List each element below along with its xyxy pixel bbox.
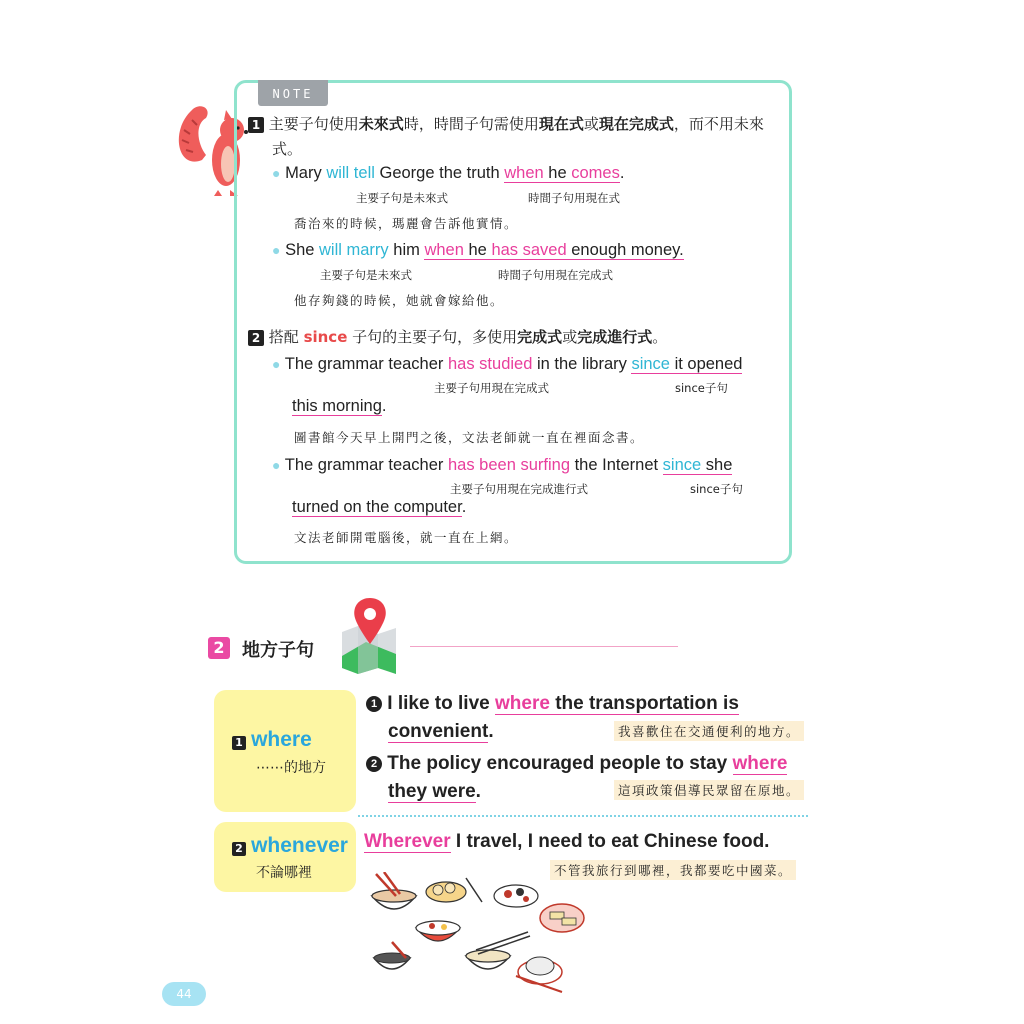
where-sentence-1-cont <box>388 721 494 743</box>
rule-bold: 未來式 <box>358 115 404 133</box>
keyword-number: 2 <box>232 842 246 856</box>
ex-keyword: where <box>732 753 788 774</box>
example-sentence-4-cont <box>292 498 466 517</box>
rule-bold: 現在式 <box>538 115 584 133</box>
ex-text: She <box>285 241 320 259</box>
ex-text: . <box>461 498 467 516</box>
rule-text: 主要子句使用 <box>268 115 359 133</box>
keyword-meaning: ⋯⋯的地方 <box>256 760 326 776</box>
ex-text: the Internet <box>570 456 663 474</box>
where-sentence-2-cont <box>388 781 481 803</box>
ex-text: . <box>488 721 494 742</box>
ex-main-verb: will marry <box>319 241 389 259</box>
bullet-icon: ● <box>272 356 281 372</box>
ex-conjunction: since <box>631 355 670 373</box>
rule-text: 搭配 <box>268 328 304 346</box>
rule-text: ，而不用未來 <box>673 115 764 133</box>
bullet-icon: ● <box>272 457 281 473</box>
ex-text: The grammar teacher <box>284 355 448 373</box>
ex-clause-verb: comes <box>571 164 620 182</box>
ex-text: Mary <box>285 164 327 182</box>
ex-keyword: where <box>495 693 550 714</box>
translation: 不管我旅行到哪裡，我都要吃中國菜。 <box>550 860 796 880</box>
rule-keyword: since <box>303 328 348 346</box>
section-title: 地方子句 <box>242 640 314 661</box>
annotation: 時間子句用現在式 <box>528 191 620 205</box>
note-tab: NOTE <box>258 80 328 106</box>
ex-text: this morning <box>292 397 382 415</box>
ex-text: . <box>381 397 387 415</box>
wherever-sentence <box>364 831 769 853</box>
rule-text: 時，時間子句需使用 <box>403 115 539 133</box>
keyword-meaning: 不論哪裡 <box>256 865 312 881</box>
translation: 我喜歡住在交通便利的地方。 <box>614 721 804 741</box>
ex-text: they were <box>388 781 476 802</box>
where-sentence-1 <box>366 693 739 715</box>
bullet-icon: ● <box>272 165 281 181</box>
translation: 喬治來的時候，瑪麗會告訴他實情。 <box>294 216 519 231</box>
rule-bold: 完成進行式 <box>577 328 653 346</box>
section-divider <box>410 646 678 647</box>
keyword: where <box>251 728 312 751</box>
ex-main-verb: has been surfing <box>448 456 571 474</box>
annotation: 時間子句用現在完成式 <box>498 268 613 282</box>
note-rule-2 <box>248 326 667 348</box>
rule-text: 。 <box>652 328 668 346</box>
where-sentence-2 <box>366 753 787 775</box>
ex-clause-verb: has saved <box>491 241 567 259</box>
ex-text: turned on the computer <box>292 498 462 516</box>
ex-text: enough money. <box>566 241 684 259</box>
keyword: whenever <box>251 834 348 857</box>
ex-text: The grammar teacher <box>284 456 448 474</box>
ex-text: it opened <box>669 355 743 373</box>
ex-text: he <box>463 241 492 259</box>
bullet-icon: ● <box>272 242 281 258</box>
note-rule-1-cont: 式。 <box>272 140 303 158</box>
rule-text: 子句的主要子句，多使用 <box>347 328 518 346</box>
ex-text: he <box>543 164 572 182</box>
rule-text: 或 <box>583 115 599 133</box>
map-pin-icon <box>338 596 400 676</box>
rule-number: 1 <box>248 117 264 133</box>
rule-bold: 現在完成式 <box>598 115 674 133</box>
ex-text: . <box>619 164 625 182</box>
translation: 圖書館今天早上開門之後，文法老師就一直在裡面念書。 <box>294 430 645 445</box>
translation: 這項政策倡導民眾留在原地。 <box>614 780 804 800</box>
keyword-label-where <box>232 728 312 752</box>
annotation: since子句 <box>675 381 728 395</box>
ex-text: I like to live <box>387 693 495 714</box>
annotation: since子句 <box>690 482 743 496</box>
annotation: 主要子句用現在完成進行式 <box>450 482 588 496</box>
ex-text: convenient <box>388 721 489 742</box>
ex-conjunction: when <box>424 241 464 259</box>
circle-number: 1 <box>366 696 382 712</box>
ex-text: the transportation is <box>549 693 739 714</box>
ex-text: The policy encouraged people to stay <box>387 753 733 774</box>
keyword-number: 1 <box>232 736 246 750</box>
ex-text: George the truth <box>374 164 505 182</box>
ex-text: him <box>388 241 425 259</box>
section-number: 2 <box>208 637 230 659</box>
example-sentence-4 <box>272 456 732 475</box>
dotted-divider <box>358 815 808 817</box>
example-sentence-3-cont <box>292 397 386 416</box>
ex-text: in the library <box>532 355 632 373</box>
annotation: 主要子句是未來式 <box>356 191 448 205</box>
ex-text: she <box>701 456 733 474</box>
ex-conjunction: when <box>504 164 544 182</box>
food-bowls-illustration <box>366 872 590 994</box>
translation: 文法老師開電腦後，就一直在上網。 <box>294 530 519 545</box>
ex-main-verb: will tell <box>326 164 375 182</box>
translation: 他存夠錢的時候，她就會嫁給他。 <box>294 293 505 308</box>
example-sentence-2 <box>272 241 684 260</box>
circle-number: 2 <box>366 756 382 772</box>
page-number: 44 <box>162 982 206 1006</box>
ex-main-verb: has studied <box>448 355 533 373</box>
example-sentence-3 <box>272 355 742 374</box>
annotation: 主要子句是未來式 <box>320 268 412 282</box>
ex-text: . <box>475 781 481 802</box>
rule-bold: 完成式 <box>517 328 563 346</box>
ex-conjunction: since <box>662 456 702 474</box>
ex-keyword: Wherever <box>364 831 451 852</box>
example-sentence-1 <box>272 164 624 183</box>
annotation: 主要子句用現在完成式 <box>434 381 549 395</box>
ex-text: I travel, I need to eat Chinese food. <box>450 831 770 852</box>
rule-number: 2 <box>248 330 264 346</box>
note-rule-1 <box>248 113 788 135</box>
keyword-label-wherever <box>232 834 348 858</box>
rule-text: 或 <box>562 328 578 346</box>
